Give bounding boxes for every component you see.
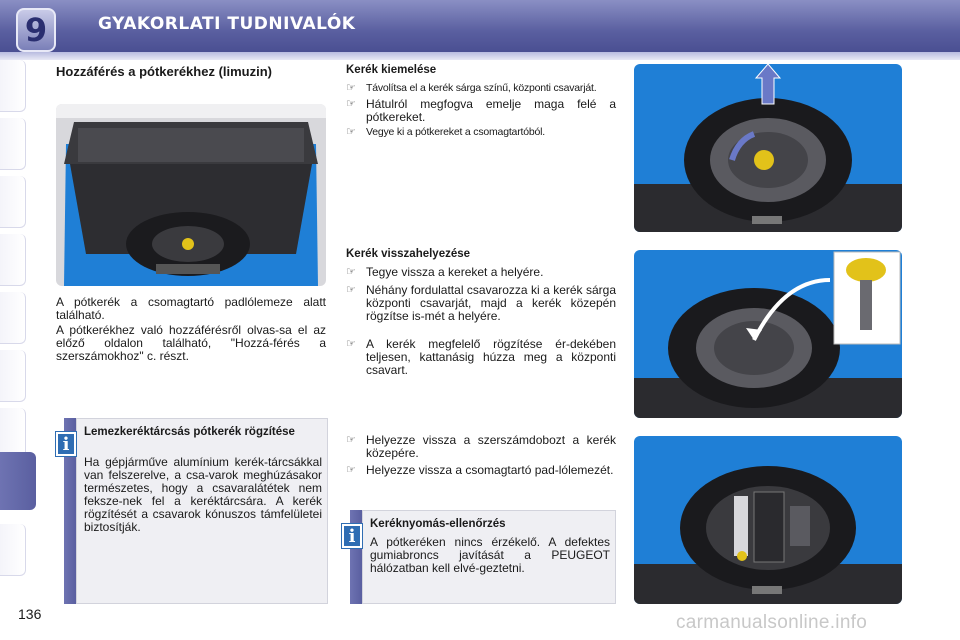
removal-step-1: ☞ Távolítsa el a kerék sárga színű, központi csavarját. — [346, 82, 597, 94]
pointing-hand-icon: ☞ — [346, 464, 356, 476]
pointing-hand-icon: ☞ — [346, 338, 356, 350]
chapter-tab[interactable] — [0, 292, 26, 344]
chapter-title: GYAKORLATI TUDNIVALÓK — [98, 14, 356, 34]
info-title: Keréknyomás-ellenőrzés — [370, 518, 506, 530]
chapter-tab[interactable] — [0, 234, 26, 286]
refit-heading: Kerék visszahelyezése — [346, 248, 471, 260]
after-step-1: ☞ Helyezze vissza a szerszámdobozt a kerék közepére. — [346, 433, 616, 460]
removal-step-3: ☞ Vegye ki a pótkereket a csomagtartóból. — [346, 126, 545, 138]
section-title: Hozzáférés a pótkerékhez (limuzin) — [56, 64, 272, 79]
pointing-hand-icon: ☞ — [346, 82, 356, 94]
pointing-hand-icon: ☞ — [346, 266, 356, 278]
chapter-tab[interactable] — [0, 118, 26, 170]
info-icon: i — [342, 524, 362, 548]
trunk-photo — [56, 104, 326, 286]
pointing-hand-icon: ☞ — [346, 126, 356, 138]
removal-step-2: ☞ Hátulról megfogva emelje maga felé a pótkereket. — [346, 97, 616, 124]
page-number: 136 — [18, 606, 42, 622]
photo-refit-wheel — [634, 250, 902, 418]
paragraph-access: A pótkerékhez való hozzáférésről olvas-sa el az előző oldalon található, "Hozzá-férés a szerszámokhoz" c. részt. — [56, 323, 326, 363]
after-step-2: ☞ Helyezze vissza a csomagtartó pad-lólemezét. — [346, 463, 614, 477]
chapter-tab[interactable] — [0, 524, 26, 576]
pointing-hand-icon: ☞ — [346, 434, 356, 446]
chapter-tab[interactable] — [0, 350, 26, 402]
paragraph-location: A pótkerék a csomagtartó padlólemeze alatt található. — [56, 295, 326, 322]
pointing-hand-icon: ☞ — [346, 98, 356, 110]
info-text: A pótkeréken nincs érzékelő. A defektes gumiabroncs javítását a PEUGEOT hálózatban kell elvé-geztetni. — [370, 535, 610, 575]
chapter-tabs — [0, 60, 28, 580]
refit-step-3: ☞ A kerék megfelelő rögzítése ér-dekében teljesen, kattanásig húzza meg a központi csavart. — [346, 337, 616, 377]
info-text: Ha gépjárműve alumínium kerék-tárcsákkal van felszerelve, a csa-varok meghúzásakor természetes, hogy a csavaralátétek nem fekszе-nek fel a keréktárcsára. A kerék rögzítését a csavarok kónuszos támfelületei biztosítják. — [84, 455, 322, 534]
refit-step-1: ☞ Tegye vissza a kereket a helyére. — [346, 265, 544, 279]
chapter-tab[interactable] — [0, 176, 26, 228]
chapter-badge: 9 — [16, 8, 56, 52]
pointing-hand-icon: ☞ — [346, 284, 356, 296]
refit-step-2: ☞ Néhány fordulattal csavarozza ki a kerék sárga központi csavarját, majd a kerék közepén rögzítse is-mét a helyére. — [346, 283, 616, 323]
watermark: carmanualsonline.info — [676, 612, 868, 633]
info-title: Lemezkeréktárcsás pótkerék rögzítése — [84, 426, 295, 438]
info-icon: i — [56, 432, 76, 456]
photo-lift-wheel — [634, 64, 902, 232]
header-band — [0, 52, 960, 60]
photo-toolbox — [634, 436, 902, 604]
removal-heading: Kerék kiemelése — [346, 64, 437, 76]
chapter-tab[interactable] — [0, 60, 26, 112]
chapter-tab-active[interactable] — [0, 452, 36, 510]
